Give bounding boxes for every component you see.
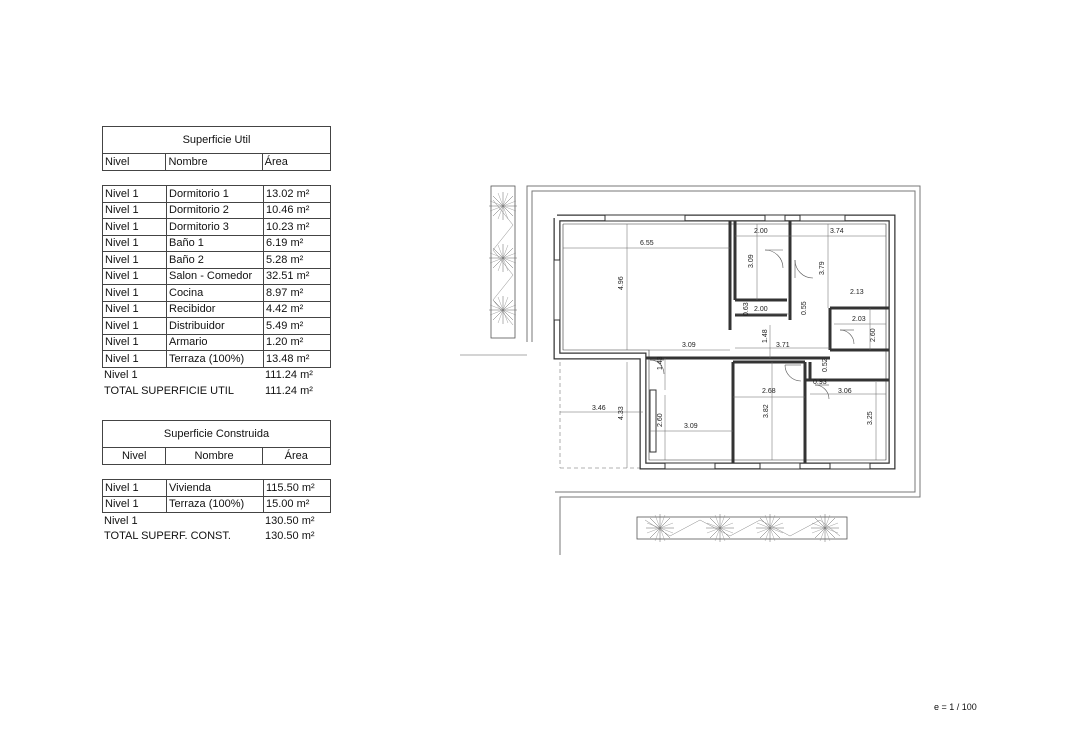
planter-horizontal (637, 514, 847, 542)
row-area: 5.49 m² (263, 318, 331, 334)
dim-label: 3.71 (776, 342, 790, 349)
total-label: TOTAL SUPERFICIE UTIL (104, 384, 234, 397)
dim-label: 0.93 (813, 379, 827, 386)
row-nombre: Dormitorio 2 (166, 203, 263, 219)
row-nivel: Nivel 1 (102, 480, 166, 496)
dim-label: 2.13 (850, 289, 864, 296)
header-nivel: Nivel (103, 448, 166, 464)
dim-label: 0.63 (743, 302, 750, 316)
row-area: 1.20 m² (263, 335, 331, 351)
dim-label: 2.00 (754, 228, 768, 235)
row-area: 13.02 m² (263, 186, 331, 202)
header-nombre: Nombre (166, 154, 262, 170)
total-area: 130.50 m² (265, 530, 315, 543)
row-nivel: Nivel 1 (102, 269, 166, 285)
dim-label: 2.03 (852, 316, 866, 323)
dim-label: 2.00 (754, 306, 768, 313)
dim-label: 3.09 (684, 423, 698, 430)
header-nivel: Nivel (103, 154, 166, 170)
dim-label: 6.55 (640, 240, 654, 247)
dim-label: 4.33 (618, 406, 625, 420)
row-nivel: Nivel 1 (102, 285, 166, 301)
row-nombre: Recibidor (166, 302, 263, 318)
dim-label: 4.96 (618, 276, 625, 290)
dimension-lines (560, 224, 886, 468)
dim-label: 1.48 (762, 329, 769, 343)
planter-vertical (489, 186, 517, 338)
row-nivel: Nivel 1 (102, 335, 166, 351)
dim-label: 0.52 (822, 358, 829, 372)
total-area: 111.24 m² (265, 384, 313, 397)
dim-label: 3.46 (592, 405, 606, 412)
row-nivel: Nivel 1 (102, 252, 166, 268)
dim-label: 2.60 (657, 413, 664, 427)
dim-label: 2.68 (762, 388, 776, 395)
header-area: Área (264, 156, 288, 168)
row-nombre: Baño 1 (166, 236, 263, 252)
dim-label: 3.06 (838, 388, 852, 395)
doors (650, 250, 854, 452)
row-nivel: Nivel 1 (102, 186, 166, 202)
row-nombre: Vivienda (166, 480, 263, 496)
site-boundary (460, 186, 920, 555)
row-area: 6.19 m² (263, 236, 331, 252)
row-area: 115.50 m² (263, 480, 331, 496)
row-nivel: Nivel 1 (102, 302, 166, 318)
dim-label: 3.09 (682, 342, 696, 349)
subtotal-area: 111.24 m² (265, 369, 313, 382)
total-label: TOTAL SUPERF. CONST. (104, 530, 231, 543)
header-nombre: Nombre (166, 448, 262, 464)
row-area: 10.23 m² (263, 219, 331, 235)
dim-label: 3.09 (748, 254, 755, 268)
row-nombre: Dormitorio 3 (166, 219, 263, 235)
row-area: 4.42 m² (263, 302, 331, 318)
dim-label: 0.55 (801, 301, 808, 315)
row-nombre: Terraza (100%) (166, 351, 263, 367)
subtotal-area: 130.50 m² (265, 514, 315, 527)
row-nivel: Nivel 1 (102, 203, 166, 219)
exterior-walls (557, 218, 892, 466)
dim-label: 1.43 (657, 356, 664, 370)
row-area: 5.28 m² (263, 252, 331, 268)
scale-label: e = 1 / 100 (934, 702, 977, 712)
row-nombre: Baño 2 (166, 252, 263, 268)
row-area: 32.51 m² (263, 269, 331, 285)
row-nivel: Nivel 1 (102, 318, 166, 334)
subtotal-nivel: Nivel 1 (104, 514, 138, 527)
table-title: Superficie Util (102, 126, 331, 153)
header-area: Área (284, 450, 308, 462)
row-nivel: Nivel 1 (102, 219, 166, 235)
row-area: 10.46 m² (263, 203, 331, 219)
row-nivel: Nivel 1 (102, 351, 166, 367)
row-nombre: Cocina (166, 285, 263, 301)
dim-label: 3.25 (867, 411, 874, 425)
subtotal-nivel: Nivel 1 (104, 369, 138, 382)
dim-label: 3.82 (763, 404, 770, 418)
table-title: Superficie Construida (102, 420, 331, 447)
row-nivel: Nivel 1 (102, 236, 166, 252)
dim-label: 2.60 (870, 328, 877, 342)
row-area: 13.48 m² (263, 351, 331, 367)
row-nombre: Dormitorio 1 (166, 186, 263, 202)
row-nombre: Terraza (100%) (166, 497, 263, 513)
row-nombre: Distribuidor (166, 318, 263, 334)
dim-label: 3.79 (819, 261, 826, 275)
row-nombre: Salon - Comedor (166, 269, 263, 285)
dim-label: 3.74 (830, 228, 844, 235)
row-area: 8.97 m² (263, 285, 331, 301)
row-area: 15.00 m² (263, 497, 331, 513)
row-nivel: Nivel 1 (102, 497, 166, 513)
row-nombre: Armario (166, 335, 263, 351)
